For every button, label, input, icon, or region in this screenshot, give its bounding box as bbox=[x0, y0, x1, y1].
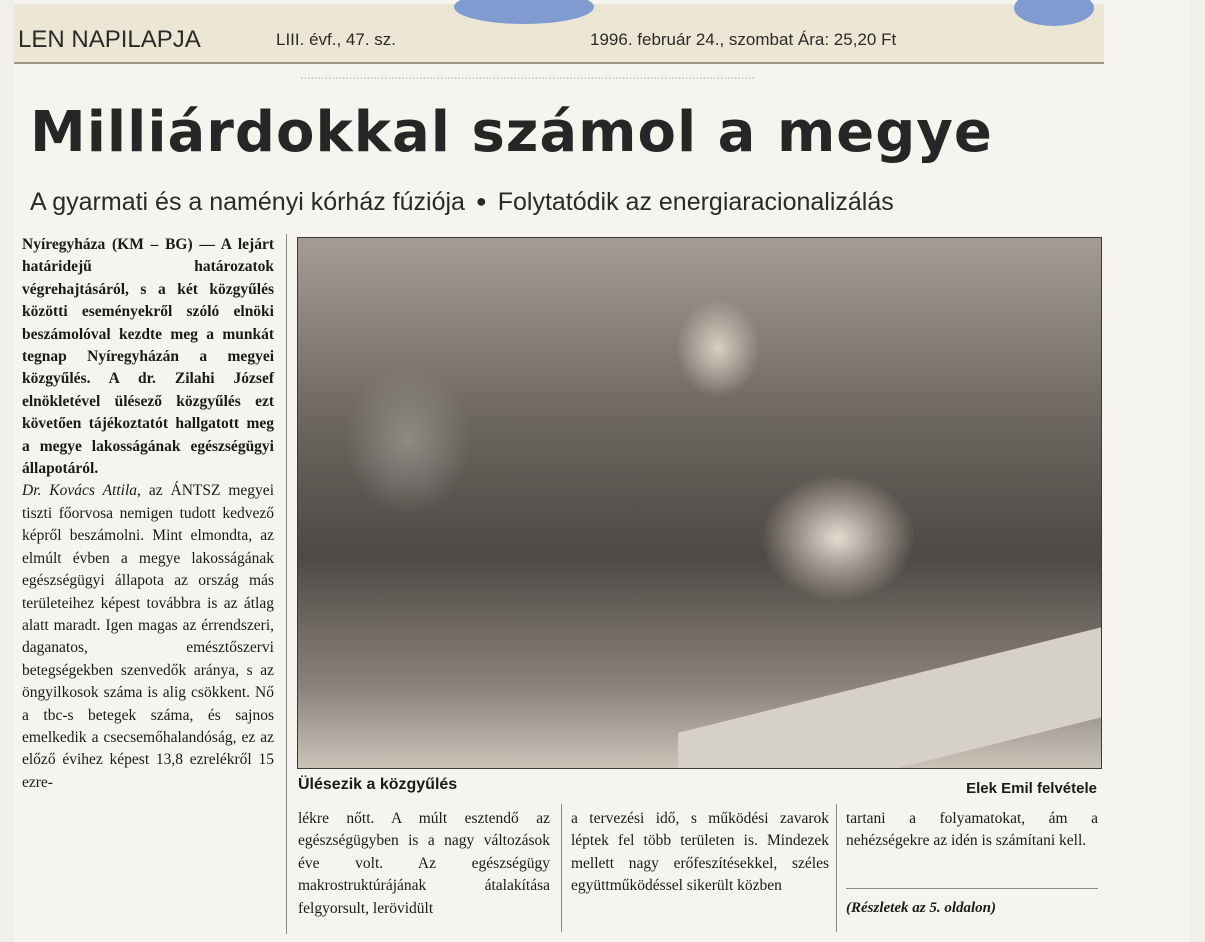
paper-name: LEN NAPILAPJA bbox=[18, 26, 201, 53]
article-lead: Nyíregyháza (KM – BG) — A lejárt határidejű határozatok végrehajtásáról, s a két közgyűlés közötti eseményekről szóló elnöki beszámolóval kezdte meg a munkát tegnap Nyíregyházán a megyei közgyűlés. A dr. Zilahi József elnökletével ülésező közgyűlés ezt követően tájékoztatót hallgatott meg a megye lakosságának egészségügyi állapotáról. bbox=[22, 236, 274, 478]
article-column-1 bbox=[22, 234, 274, 794]
article-column-4 bbox=[846, 808, 1098, 853]
volume-number: LIII. évf., 47. sz. bbox=[276, 30, 396, 49]
column-divider bbox=[286, 234, 287, 934]
article-body-1: , az ÁNTSZ megyei tiszti főorvosa nemigen tudott kedvező képről beszámolni. Mint elmondta, az elmúlt évben a megye lakosságának egészségügyi állapota az ország más területeihez képest továbbra is az átlag alatt maradt. Igen magas az érrendszeri, daganatos, emésztőszervi betegségekben szenvedők aránya, s az öngyilkosok száma is alig csökkent. Nő a tbc-s betegek száma, és sajnos emelkedik a csecsemőhalandóság, ez az előző évihez képest 13,8 ezrelékről 15 ezre- bbox=[22, 482, 274, 791]
article-column-2 bbox=[298, 808, 550, 920]
photo-caption: Ülésezik a közgyűlés bbox=[298, 776, 458, 793]
subhead-left: A gyarmati és a naményi kórház fúziója bbox=[30, 188, 465, 216]
continuation-reference: (Részletek az 5. oldalon) bbox=[846, 900, 996, 916]
article-photo bbox=[297, 237, 1102, 769]
headline: Milliárdokkal számol a megye bbox=[30, 100, 993, 165]
article-body-3: a tervezési idő, s működési zavarok léptek fel több területen is. Mindezek mellett nagy erőfeszítésekkel, széles együttműködéssel sikerült közben bbox=[571, 810, 829, 895]
date-and-price: 1996. február 24., szombat Ára: 25,20 Ft bbox=[590, 30, 897, 49]
column-divider bbox=[836, 804, 837, 932]
article-column-3 bbox=[571, 808, 829, 898]
subhead-right: Folytatódik az energiaracionalizálás bbox=[497, 188, 894, 216]
column-divider bbox=[561, 804, 562, 932]
subhead bbox=[30, 188, 1110, 217]
article-body-2: lékre nőtt. A múlt esztendő az egészségügyben is a nagy változások éve volt. Az egészségügy makrostruktúrájának átalakítása felgyorsult, lerövidült bbox=[298, 810, 550, 917]
article-body-4: tartani a folyamatokat, ám a nehézségekre az idén is számítani kell. bbox=[846, 810, 1098, 850]
photo-table bbox=[678, 623, 1102, 769]
bullet-icon: ● bbox=[475, 191, 487, 211]
masthead bbox=[14, 4, 1104, 64]
photo-credit: Elek Emil felvétele bbox=[966, 780, 1097, 797]
reference-divider bbox=[846, 888, 1098, 889]
masthead-decoration bbox=[454, 0, 594, 24]
masthead-decoration bbox=[1014, 0, 1094, 26]
bleed-through-text: .................................................................................................................................. bbox=[300, 68, 755, 83]
doctor-name: Dr. Kovács Attila bbox=[22, 482, 138, 500]
